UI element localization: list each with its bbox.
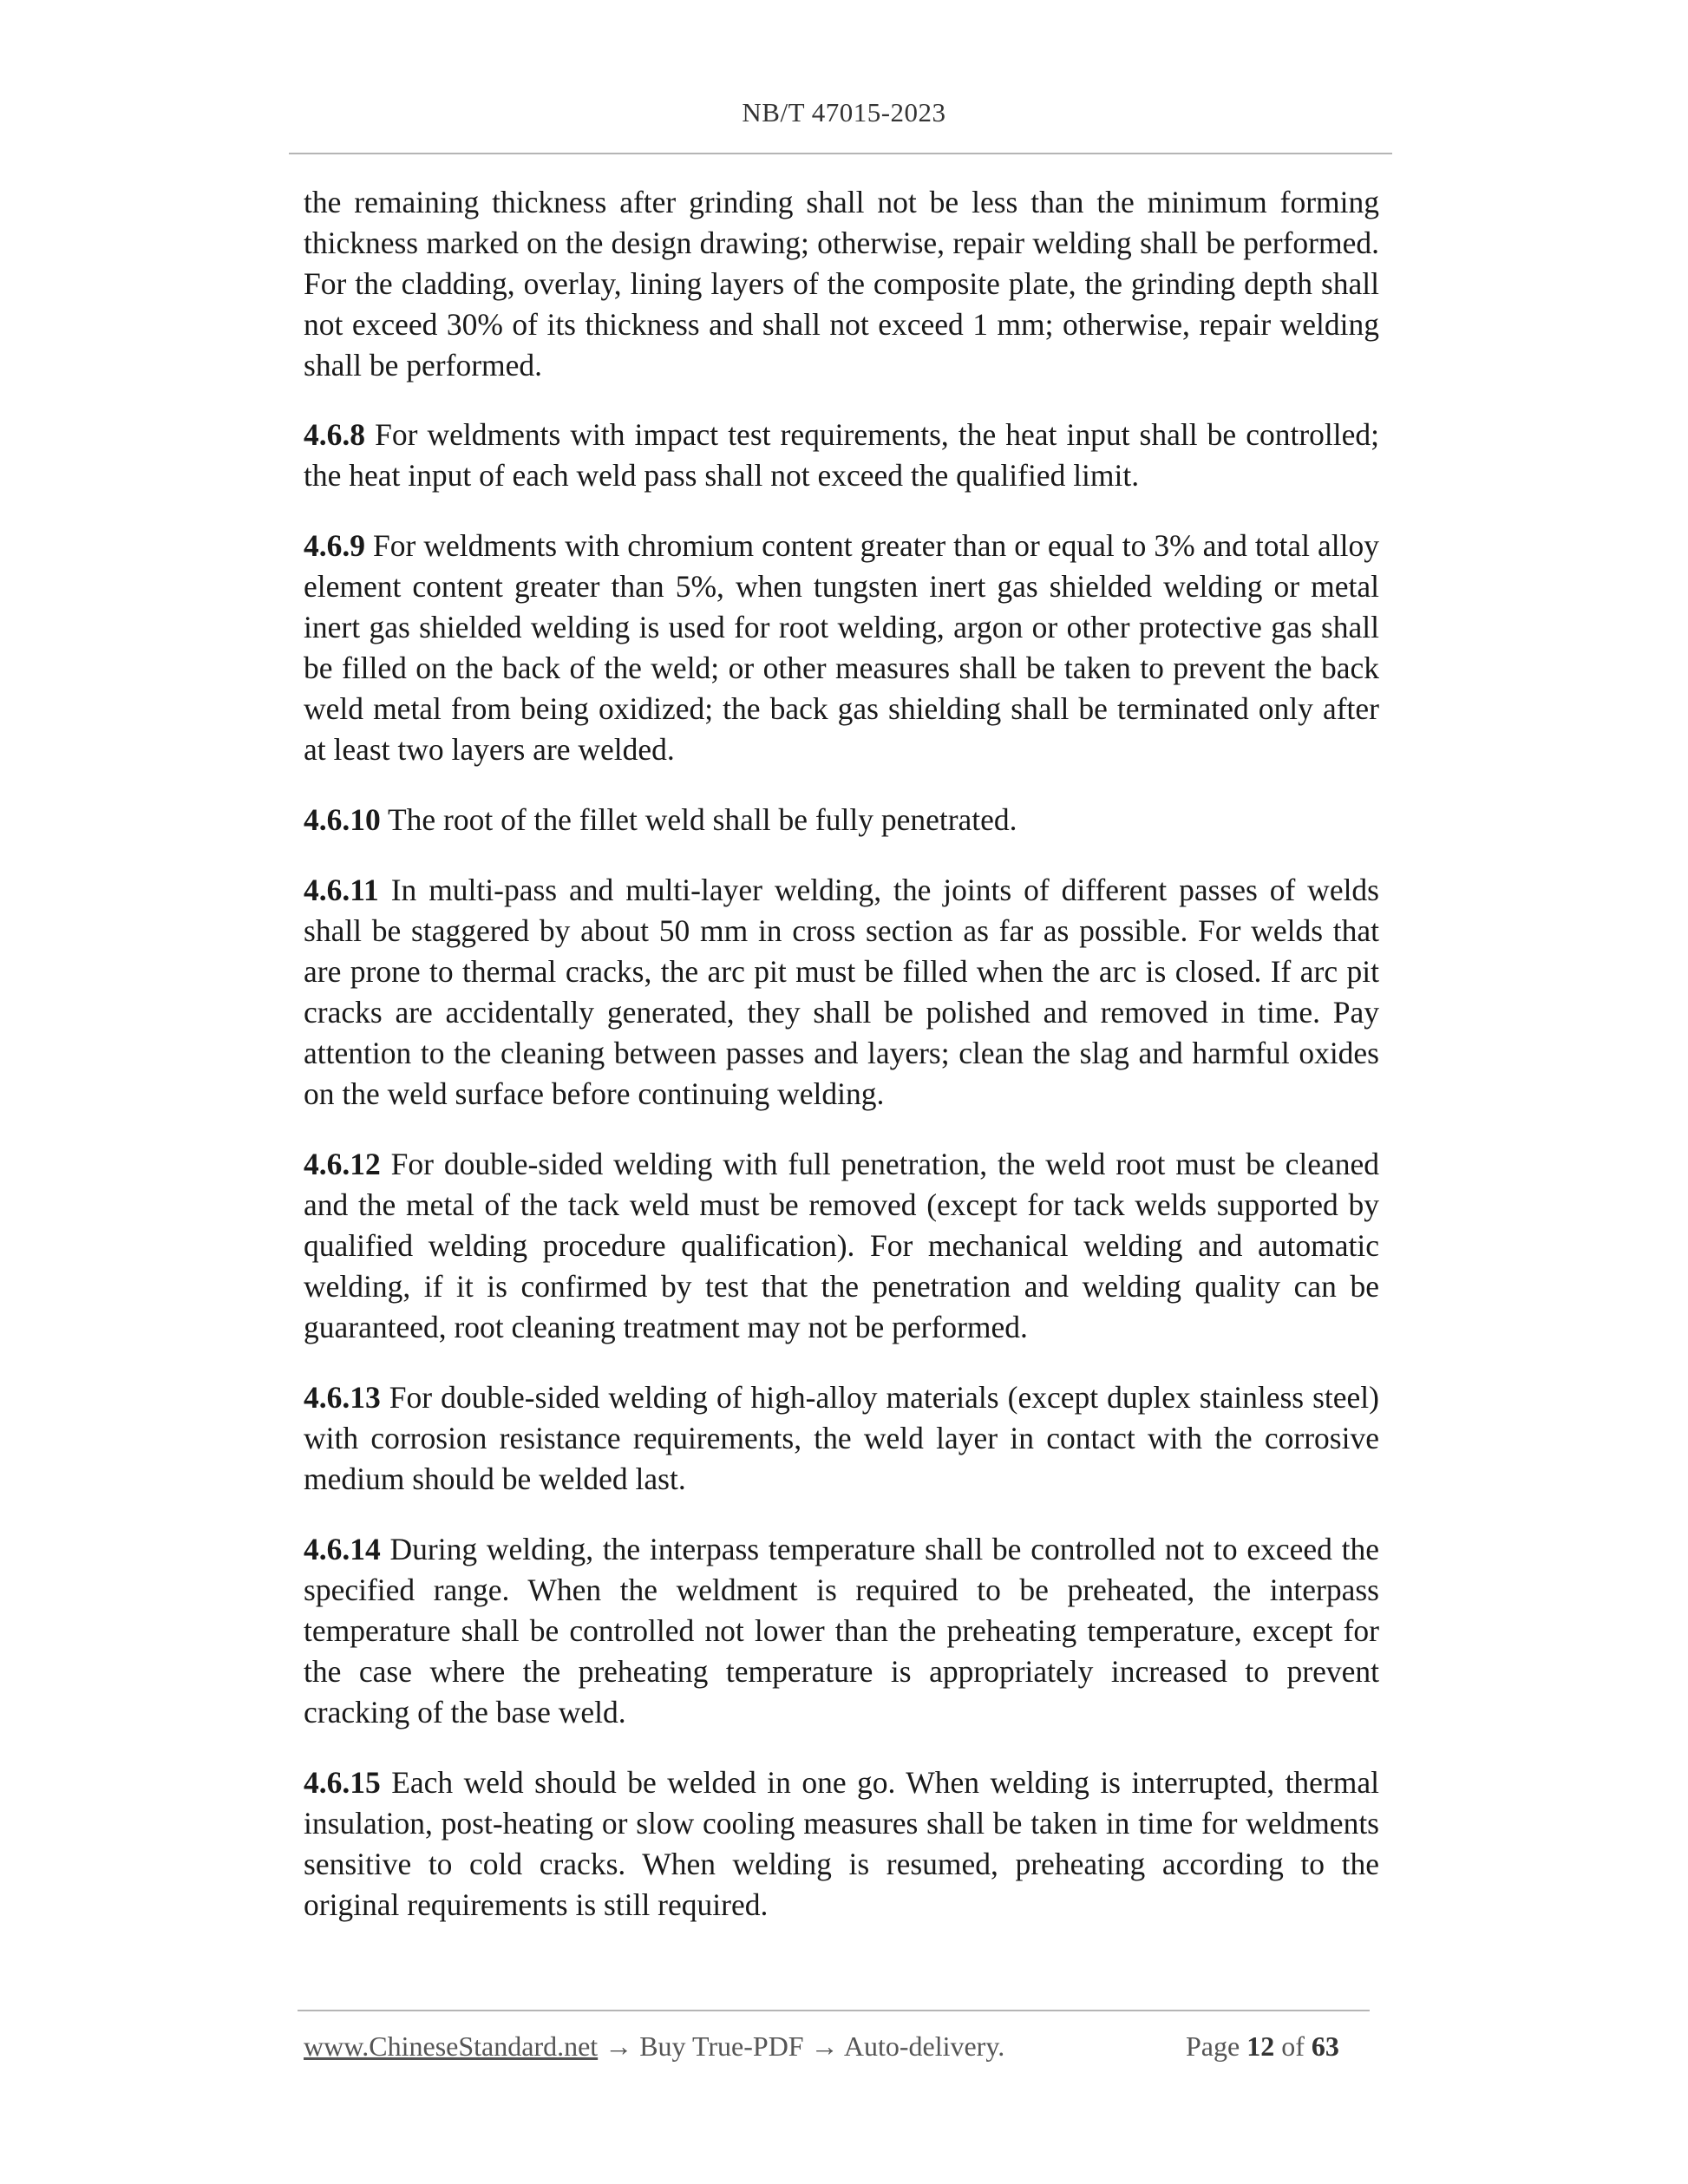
document-body [304, 182, 1379, 1955]
clause-4-6-10 [304, 800, 1379, 840]
clause-text: For double-sided welding with full penetration, the weld root must be cleaned and the metal of the tack weld must be removed (except for tack welds supported by qualified welding procedure qualification). For mechanical welding and automatic welding, if it is confirmed by test that the penetration and welding quality can be guaranteed, root cleaning treatment may not be performed. [304, 1147, 1379, 1344]
clause-text: For double-sided welding of high-alloy materials (except duplex stainless steel) with corrosion resistance requirements, the weld layer in contact with the corrosive medium should be welded last. [304, 1380, 1379, 1496]
total-pages-number: 63 [1311, 2030, 1339, 2062]
clause-number: 4.6.14 [304, 1532, 381, 1566]
clause-text: During welding, the interpass temperature shall be controlled not to exceed the specified range. When the weldment is required to be preheated, the interpass temperature shall be controlled not lower than the preheating temperature, except for the case where the preheating temperature is appropriately increased to prevent cracking of the base weld. [304, 1532, 1379, 1730]
clause-4-6-9 [304, 526, 1379, 770]
header-divider [289, 153, 1392, 154]
clause-4-6-14 [304, 1529, 1379, 1733]
clause-number: 4.6.13 [304, 1380, 381, 1415]
clause-4-6-12 [304, 1144, 1379, 1348]
page-label: Page [1186, 2030, 1247, 2062]
footer-divider [298, 2010, 1370, 2011]
clause-text: For weldments with chromium content greater than or equal to 3% and total alloy element content greater than 5%, when tungsten inert gas shielded welding or metal inert gas shielded welding is used for root welding, argon or other protective gas shall be filled on the back of the weld; or other measures shall be taken to prevent the back weld metal from being oxidized; the back gas shielding shall be terminated only after at least two layers are welded. [304, 528, 1379, 767]
clause-number: 4.6.8 [304, 417, 365, 452]
footer-tagline: → Buy True-PDF → Auto-delivery. [598, 2030, 1005, 2062]
site-link[interactable]: www.ChineseStandard.net [304, 2030, 599, 2062]
clause-4-6-15 [304, 1762, 1379, 1926]
page-indicator [1186, 2030, 1339, 2063]
clause-4-6-11 [304, 870, 1379, 1115]
clause-number: 4.6.11 [304, 873, 379, 907]
clause-number: 4.6.12 [304, 1147, 381, 1181]
clause-number: 4.6.15 [304, 1765, 381, 1800]
current-page-number: 12 [1246, 2030, 1275, 2062]
of-label: of [1274, 2030, 1312, 2062]
clause-text: Each weld should be welded in one go. When welding is interrupted, thermal insulation, post-heating or slow cooling measures shall be taken in time for weldments sensitive to cold cracks. When welding is resumed, preheating according to the original requirements is still required. [304, 1765, 1379, 1922]
footer-promo [304, 2030, 1004, 2063]
document-code-header: NB/T 47015-2023 [742, 97, 946, 128]
clause-4-6-8 [304, 415, 1379, 496]
continuation-paragraph: the remaining thickness after grinding shall not be less than the minimum forming thickness marked on the design drawing; otherwise, repair welding shall be performed. For the cladding, overlay, lining layers of the composite plate, the grinding depth shall not exceed 30% of its thickness and shall not exceed 1 mm; otherwise, repair welding shall be performed. [304, 185, 1379, 383]
clause-text: In multi-pass and multi-layer welding, the joints of different passes of welds shall be staggered by about 50 mm in cross section as far as possible. For welds that are prone to thermal cracks, the arc pit must be filled when the arc is closed. If arc pit cracks are accidentally generated, they shall be polished and removed in time. Pay attention to the cleaning between passes and layers; clean the slag and harmful oxides on the weld surface before continuing welding. [304, 873, 1379, 1111]
clause-number: 4.6.10 [304, 802, 381, 837]
clause-number: 4.6.9 [304, 528, 365, 563]
clause-text: For weldments with impact test requirements, the heat input shall be controlled; the heat input of each weld pass shall not exceed the qualified limit. [304, 417, 1379, 493]
clause-4-6-13 [304, 1377, 1379, 1500]
clause-text: The root of the fillet weld shall be fully penetrated. [380, 802, 1017, 837]
